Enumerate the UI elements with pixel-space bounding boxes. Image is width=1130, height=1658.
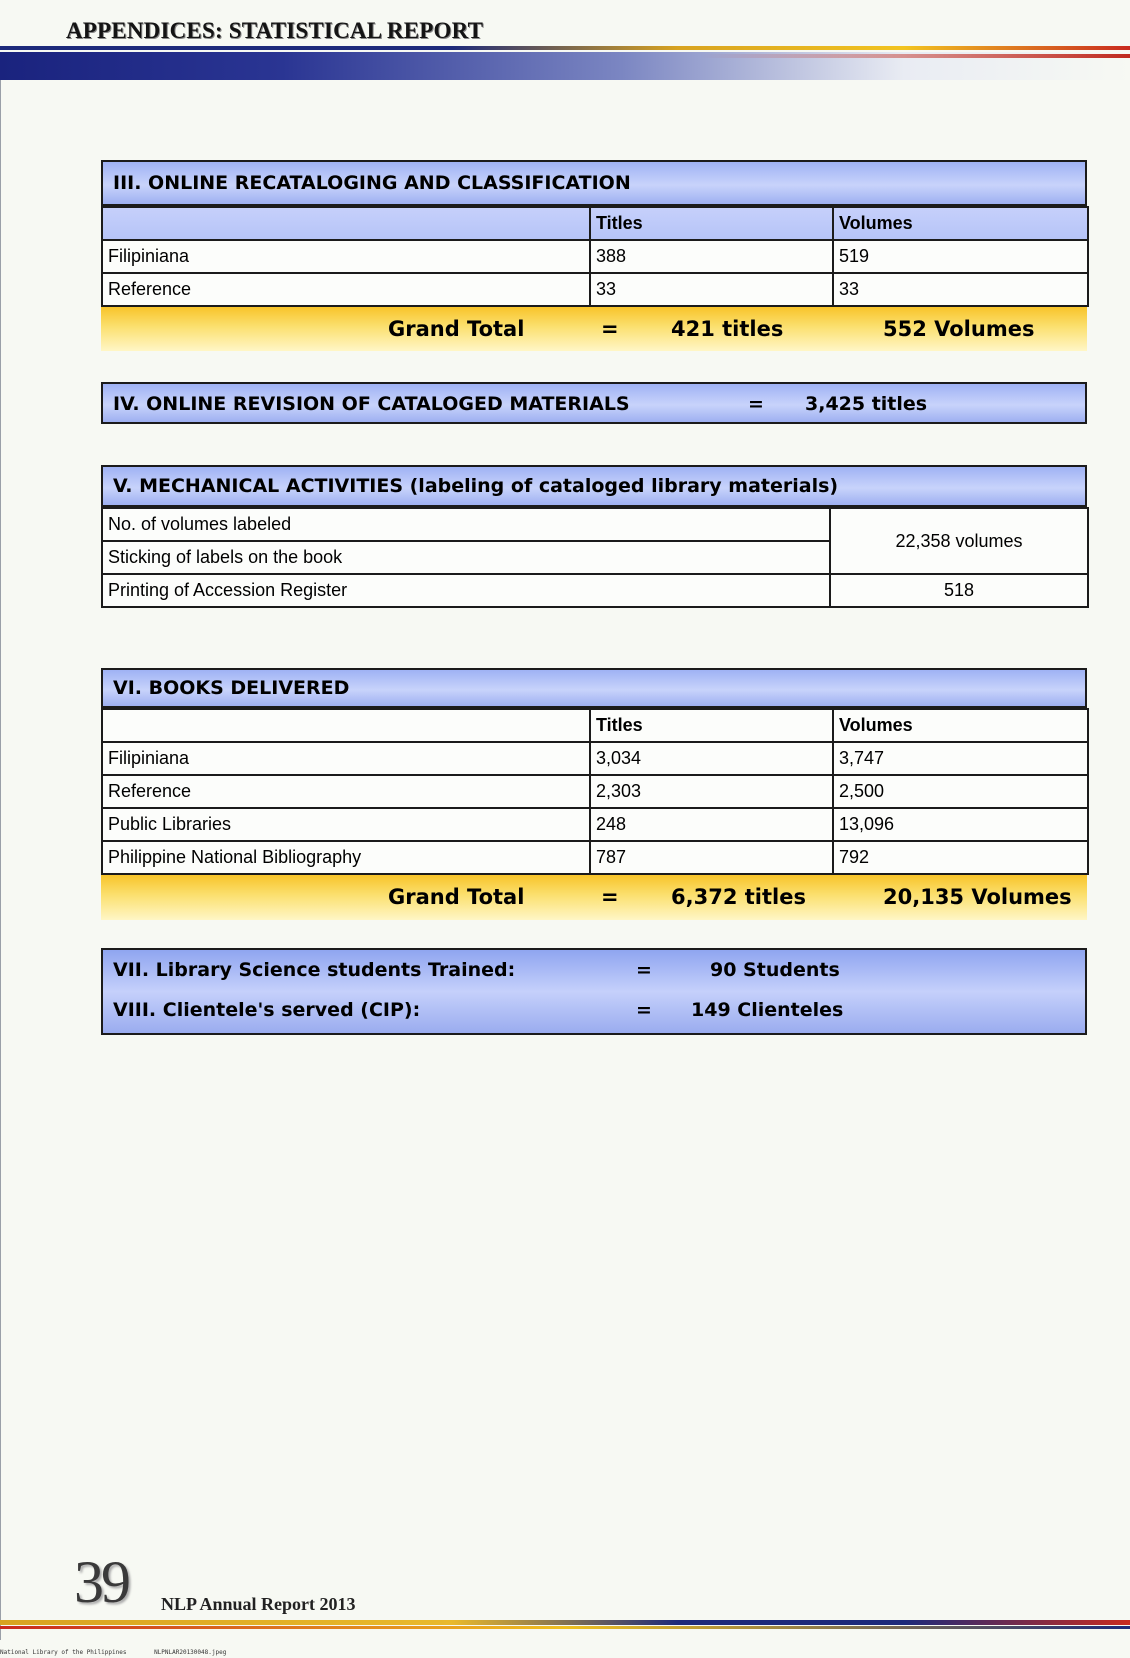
delivered-table [101, 708, 1089, 875]
page-header-title: APPENDICES: STATISTICAL REPORT [66, 18, 484, 43]
grand-total-label: Grand Total [388, 885, 525, 909]
served-label: VIII. Clientele's served (CIP): [113, 999, 421, 1021]
row-volumes: 792 [833, 841, 1088, 874]
revision-bar [101, 382, 1087, 424]
imprint-right: NLPNLAR20130048.jpeg [154, 1649, 227, 1656]
row-titles: 33 [590, 273, 833, 306]
row-titles: 388 [590, 240, 833, 273]
grand-total-equals: = [601, 317, 619, 341]
row-label: Filipiniana [102, 240, 590, 273]
row-titles: 2,303 [590, 775, 833, 808]
table-row [102, 841, 1088, 874]
row-volumes: 519 [833, 240, 1088, 273]
footer-stripe [0, 1620, 1130, 1625]
trained-label: VII. Library Science students Trained: [113, 959, 516, 981]
row-volumes: 3,747 [833, 742, 1088, 775]
row-titles: 787 [590, 841, 833, 874]
section-revision [101, 382, 1087, 424]
column-header-volumes: Volumes [833, 709, 1088, 742]
section-mechanical [101, 465, 1087, 608]
recataloging-table [101, 206, 1089, 307]
grand-total-bar [101, 307, 1087, 351]
table-row [102, 240, 1088, 273]
column-header-volumes: Volumes [833, 207, 1088, 240]
grand-total-volumes: 20,135 Volumes [883, 885, 1072, 909]
served-equals: = [636, 999, 652, 1021]
row-volumes: 2,500 [833, 775, 1088, 808]
row-label: Philippine National Bibliography [102, 841, 590, 874]
table-row [102, 574, 1088, 607]
row-label: Sticking of labels on the book [102, 541, 830, 574]
footer-report-title: NLP Annual Report 2013 [161, 1594, 356, 1614]
footer-stripe-accent [0, 1626, 1130, 1629]
table-row [102, 775, 1088, 808]
table-row [102, 742, 1088, 775]
trained-equals: = [636, 959, 652, 981]
grand-total-titles: 6,372 titles [671, 885, 806, 909]
revision-title: IV. ONLINE REVISION OF CATALOGED MATERIALS [113, 393, 630, 415]
row-label: Reference [102, 273, 590, 306]
section-recataloging [101, 160, 1087, 351]
column-header-titles: Titles [590, 709, 833, 742]
row-label: Public Libraries [102, 808, 590, 841]
revision-value: 3,425 titles [805, 393, 928, 415]
row-volumes: 33 [833, 273, 1088, 306]
row-titles: 3,034 [590, 742, 833, 775]
grand-total-equals: = [601, 885, 619, 909]
header-band-accent [700, 54, 1130, 58]
section-title: VI. BOOKS DELIVERED [101, 668, 1087, 708]
table-header-row [102, 207, 1088, 240]
column-header [102, 207, 590, 240]
trained-value: 90 Students [710, 959, 840, 981]
mechanical-table [101, 507, 1089, 608]
row-value: 518 [830, 574, 1088, 607]
row-titles: 248 [590, 808, 833, 841]
section-title: V. MECHANICAL ACTIVITIES (labeling of cataloged library materials) [101, 465, 1087, 507]
table-row [102, 508, 1088, 541]
table-header-row [102, 709, 1088, 742]
left-margin-rule [0, 80, 1, 1640]
section-title: III. ONLINE RECATALOGING AND CLASSIFICATION [101, 160, 1087, 206]
row-label: No. of volumes labeled [102, 508, 830, 541]
grand-total-titles: 421 titles [671, 317, 784, 341]
page-number: 39 [74, 1549, 128, 1615]
served-value: 149 Clienteles [691, 999, 844, 1021]
section-trained-served [101, 948, 1087, 1035]
row-label: Filipiniana [102, 742, 590, 775]
column-header [102, 709, 590, 742]
scan-imprint [0, 1649, 250, 1656]
table-row [102, 808, 1088, 841]
revision-equals: = [748, 393, 764, 415]
column-header-titles: Titles [590, 207, 833, 240]
row-volumes: 13,096 [833, 808, 1088, 841]
grand-total-volumes: 552 Volumes [883, 317, 1035, 341]
merged-value-cell: 22,358 volumes [830, 508, 1088, 574]
row-label: Reference [102, 775, 590, 808]
section-books-delivered [101, 668, 1087, 920]
imprint-left: National Library of the Philippines [0, 1649, 127, 1656]
row-label: Printing of Accession Register [102, 574, 830, 607]
header-stripe [0, 46, 1130, 50]
grand-total-bar [101, 875, 1087, 920]
grand-total-label: Grand Total [388, 317, 525, 341]
table-row [102, 273, 1088, 306]
